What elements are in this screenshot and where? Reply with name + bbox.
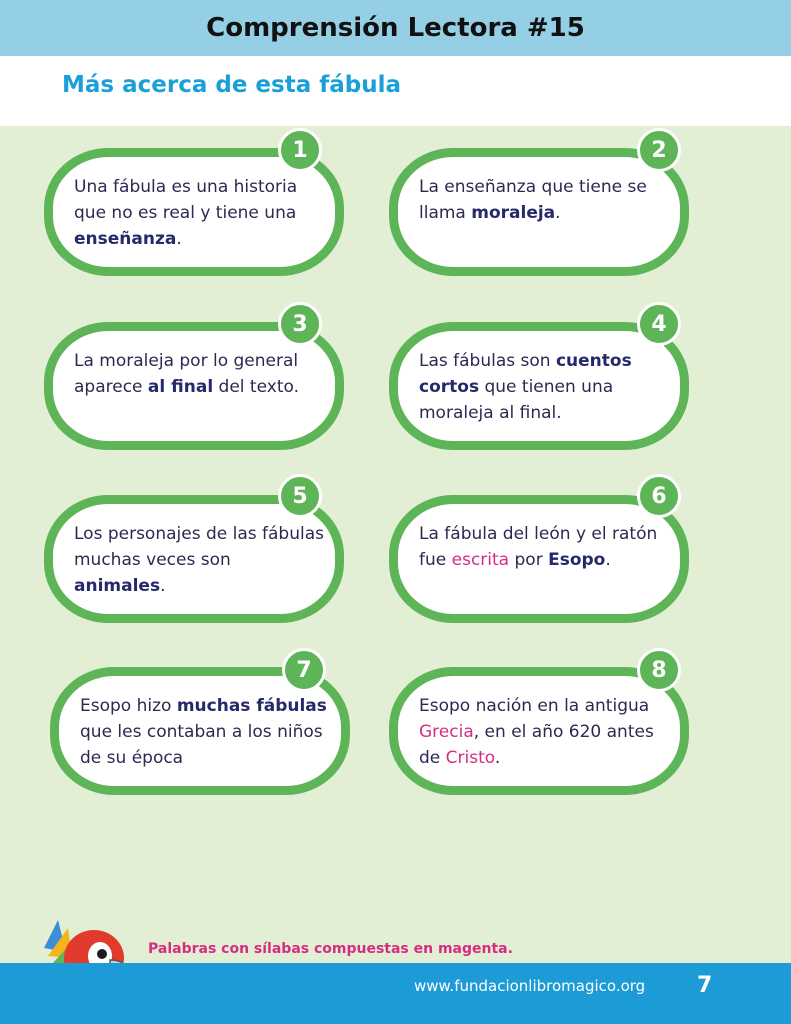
card-text-segment: Esopo hizo [80,696,177,716]
card-text-bold: animales [74,576,161,596]
section-title: Más acerca de esta fábula [62,72,402,98]
card-text-magenta: Grecia [419,722,474,742]
fact-card-5 [44,483,344,623]
card-text-bold: enseñanza [74,229,177,249]
card-number-badge: 2 [637,128,681,172]
card-text-segment: Una fábula es una historia que no es real y tiene una [74,177,298,223]
card-number-badge: 1 [278,128,322,172]
card-text-segment: . [605,550,611,570]
card-text-segment: que tienen una moraleja al final. [419,377,614,423]
card-text-segment: . [494,748,501,768]
card-text-segment: Los personajes de las fábulas muchas veces son [74,524,324,570]
fact-card-7 [50,657,350,795]
page-footer [0,963,791,1024]
card-text-bold: al final [147,377,214,397]
card-text-segment: . [160,576,166,596]
card-text-bold: Esopo [548,550,606,570]
card-text [74,521,324,599]
card-text [74,348,324,400]
card-text-segment: . [176,229,182,249]
website-link[interactable]: www.fundacionlibromagico.org [414,977,646,995]
fact-card-6 [389,483,689,623]
card-text-bold: cuentos cortos [419,351,632,397]
card-text-segment: La moraleja por lo general aparece [74,351,299,397]
card-text-segment: La enseñanza que tiene se llama [419,177,647,223]
card-text-segment: . [555,203,561,223]
card-text-segment: por [509,550,549,570]
card-text-bold: muchas fábulas [176,696,327,716]
page-header [0,0,791,56]
card-number-badge: 4 [637,302,681,346]
fact-card-4 [389,311,689,450]
card-text [419,693,669,771]
card-text-segment: La fábula del león y el ratón fue [419,524,658,570]
section-header [0,56,791,126]
card-text [419,348,669,426]
card-text-magenta: escrita [451,550,510,570]
card-text-segment: Esopo nación en la antigua [419,696,650,716]
page-number: 7 [697,973,713,998]
card-text [419,174,669,226]
card-text-segment: Las fábulas son [419,351,556,371]
fact-card-1 [44,137,344,276]
card-number-badge: 6 [637,474,681,518]
card-number-badge: 8 [637,648,681,692]
card-number-badge: 3 [278,302,322,346]
fact-card-3 [44,311,344,450]
card-text [419,521,669,573]
page-title: Comprensión Lectora #15 [206,13,585,43]
fact-card-2 [389,137,689,276]
card-text [74,174,324,252]
card-text-magenta: Cristo [445,748,495,768]
card-text [80,693,330,771]
card-text-bold: moraleja [471,203,556,223]
fact-card-8 [389,657,689,795]
card-number-badge: 7 [282,648,326,692]
card-number-badge: 5 [278,474,322,518]
footer-note: Palabras con sílabas compuestas en magenta. [148,941,513,957]
card-text-segment: que les contaban a los niños de su época [80,722,323,768]
card-text-segment: , en el año 620 antes de [419,722,654,768]
card-text-segment: del texto. [213,377,299,397]
